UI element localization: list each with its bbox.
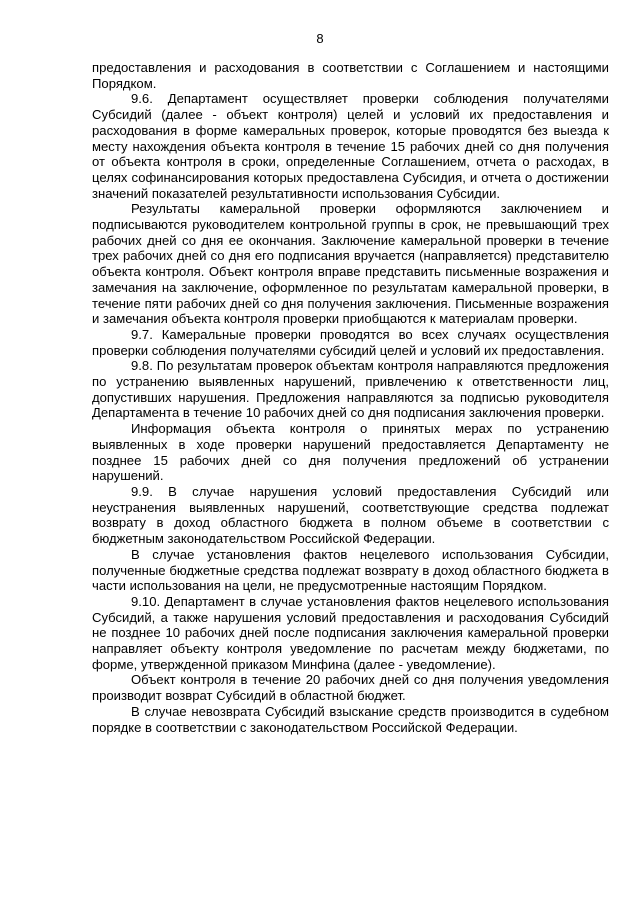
paragraph-9-8: 9.8. По результатам проверок объектам контроля направляются предложения по устранению выявленных нарушений, привлечению к ответственности лиц, допустивших нарушения. Предложения направляются за подписью руководителя Департамента в течение 10 рабочих дней со дня подписания заключения проверки. (92, 358, 609, 421)
document-body (92, 60, 609, 735)
paragraph-misuse: В случае установления фактов нецелевого использования Субсидии, полученные бюджетные средства подлежат возврату в доход областного бюджета в части использования на цели, не предусмотренные настоящим Порядком. (92, 546, 609, 594)
paragraph-continuation: предоставления и расходования в соответствии с Соглашением и настоящими Порядком. (92, 60, 609, 91)
paragraph-9-7: 9.7. Камеральные проверки проводятся во всех случаях осуществления проверки соблюдения получателями субсидий целей и условий их предоставления. (92, 326, 609, 358)
paragraph-9-9: 9.9. В случае нарушения условий предоставления Субсидий или неустранения выявленных нарушений, соответствующие средства подлежат возврату в доход областного бюджета в полном объеме в соответствии с бюджетным законодательством Российской Федерации. (92, 483, 609, 547)
paragraph-9-6: 9.6. Департамент осуществляет проверки соблюдения получателями Субсидий (далее - объект контроля) целей и условий их предоставления и расходования в форме камеральных проверок, которые проводятся без выезда к месту нахождения объекта контроля в течение 15 рабочих дней со дня получения от объекта контроля в сроки, определенные Соглашением, отчета о расходах, в целях софинансирования которых предоставлена Субсидия, и отчета о достижении значений показателей результативности использования Субсидии. (92, 91, 609, 201)
page-number: 8 (316, 31, 324, 46)
paragraph-information: Информация объекта контроля о принятых мерах по устранению выявленных в ходе проверки нарушений предоставляется Департаменту не позднее 15 рабочих дней со дня получения предложений об устранении нарушений. (92, 421, 609, 484)
paragraph-court: В случае невозврата Субсидий взыскание средств производится в судебном порядке в соответствии с законодательством Российской Федерации. (92, 703, 609, 735)
paragraph-return: Объект контроля в течение 20 рабочих дней со дня получения уведомления производит возврат Субсидий в областной бюджет. (92, 672, 609, 704)
paragraph-review-results: Результаты камеральной проверки оформляются заключением и подписываются руководителем контрольной группы в срок, не превышающий трех рабочих дней со дня ее окончания. Заключение камеральной проверки в течение трех рабочих дней со дня его подписания вручается (направляется) представителю объекта контроля. Объект контроля вправе представить письменные возражения и замечания на заключение, оформленное по результатам камеральной проверки, в течение пяти рабочих дней со дня получения заключения. Письменные возражения и замечания объекта контроля проверки приобщаются к материалам проверки. (92, 201, 609, 327)
paragraph-9-10: 9.10. Департамент в случае установления фактов нецелевого использования Субсидий, а также нарушения условий предоставления и расходования Субсидий не позднее 10 рабочих дней после подписания заключения камеральной проверки направляет объекту контроля уведомление по расчетам между бюджетами, по форме, утвержденной приказом Минфина (далее - уведомление). (92, 593, 609, 672)
